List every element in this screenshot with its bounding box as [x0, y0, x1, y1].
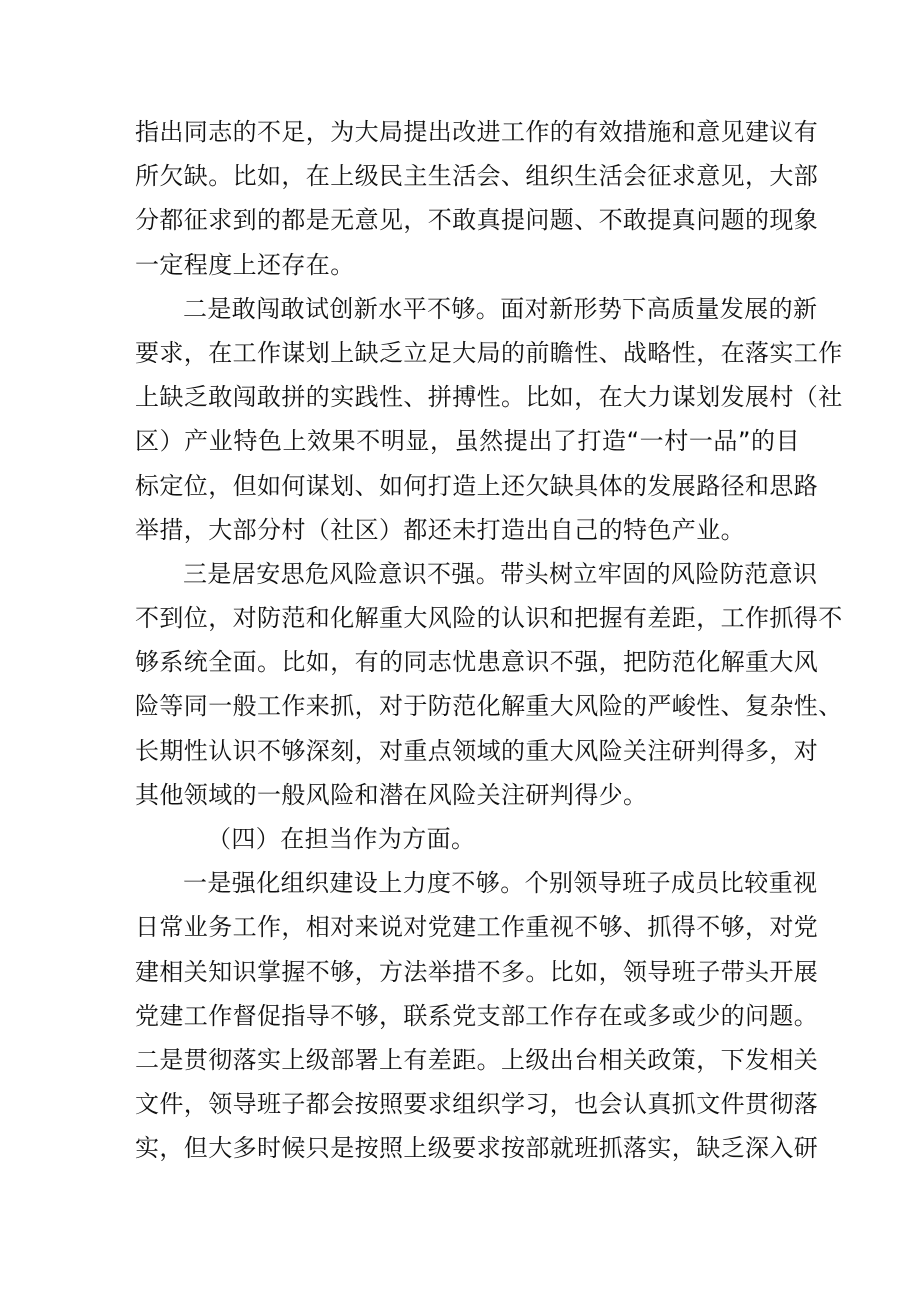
text-line: 二是贯彻落实上级部署上有差距。上级出台相关政策，下发相关: [135, 1045, 819, 1074]
text-line: 指出同志的不足，为大局提出改进工作的有效措施和意见建议有: [135, 118, 819, 146]
text-line: 够系统全面。比如，有的同志忧患意识不强，把防范化解重大风: [135, 648, 819, 677]
text-line: 不到位，对防范和化解重大风险的认识和把握有差距，工作抓得不: [135, 604, 843, 633]
text-line: 日常业务工作，相对来说对党建工作重视不够、抓得不够，对党: [135, 913, 819, 942]
document-body: [135, 110, 843, 1171]
text-line: 上缺乏敢闯敢拼的实践性、拼搏性。比如，在大力谋划发展村（社: [135, 383, 843, 412]
text-line: 一定程度上还存在。: [135, 250, 355, 279]
text-line: 险等同一般工作来抓，对于防范化解重大风险的严峻性、复杂性、: [135, 692, 843, 721]
paragraph-first-line: 二是敢闯敢试创新水平不够。面对新形势下高质量发展的新: [183, 294, 818, 323]
text-line: 文件，领导班子都会按照要求组织学习，也会认真抓文件贯彻落: [135, 1090, 819, 1119]
text-line: 建相关知识掌握不够，方法举措不多。比如，领导班子带头开展: [135, 957, 819, 986]
paragraph-first-line: 三是居安思危风险意识不强。带头树立牢固的风险防范意识: [183, 559, 818, 588]
text-line: 区）产业特色上效果不明显，虽然提出了打造“一村一品”的目: [135, 427, 800, 456]
text-line: 其他领域的一般风险和潜在风险关注研判得少。: [135, 780, 648, 809]
text-line: 所欠缺。比如，在上级民主生活会、组织生活会征求意见，大部: [135, 162, 819, 191]
text-line: 标定位，但如何谋划、如何打造上还欠缺具体的发展路径和思路: [135, 471, 819, 500]
text-line: 实，但大多时候只是按照上级要求按部就班抓落实，缺乏深入研: [135, 1134, 819, 1163]
text-line: 分都征求到的都是无意见，不敢真提问题、不敢提真问题的现象: [135, 206, 819, 235]
text-line: 长期性认识不够深刻，对重点领域的重大风险关注研判得多，对: [135, 736, 819, 765]
section-heading: （四）在担当作为方面。: [207, 825, 476, 853]
text-line: 举措，大部分村（社区）都还未打造出自己的特色产业。: [135, 515, 745, 544]
text-line: 要求，在工作谋划上缺乏立足大局的前瞻性、战略性，在落实工作: [135, 338, 843, 367]
text-line: 党建工作督促指导不够，联系党支部工作存在或多或少的问题。: [135, 1001, 819, 1030]
paragraph-first-line: 一是强化组织建设上力度不够。个别领导班子成员比较重视: [183, 869, 818, 898]
